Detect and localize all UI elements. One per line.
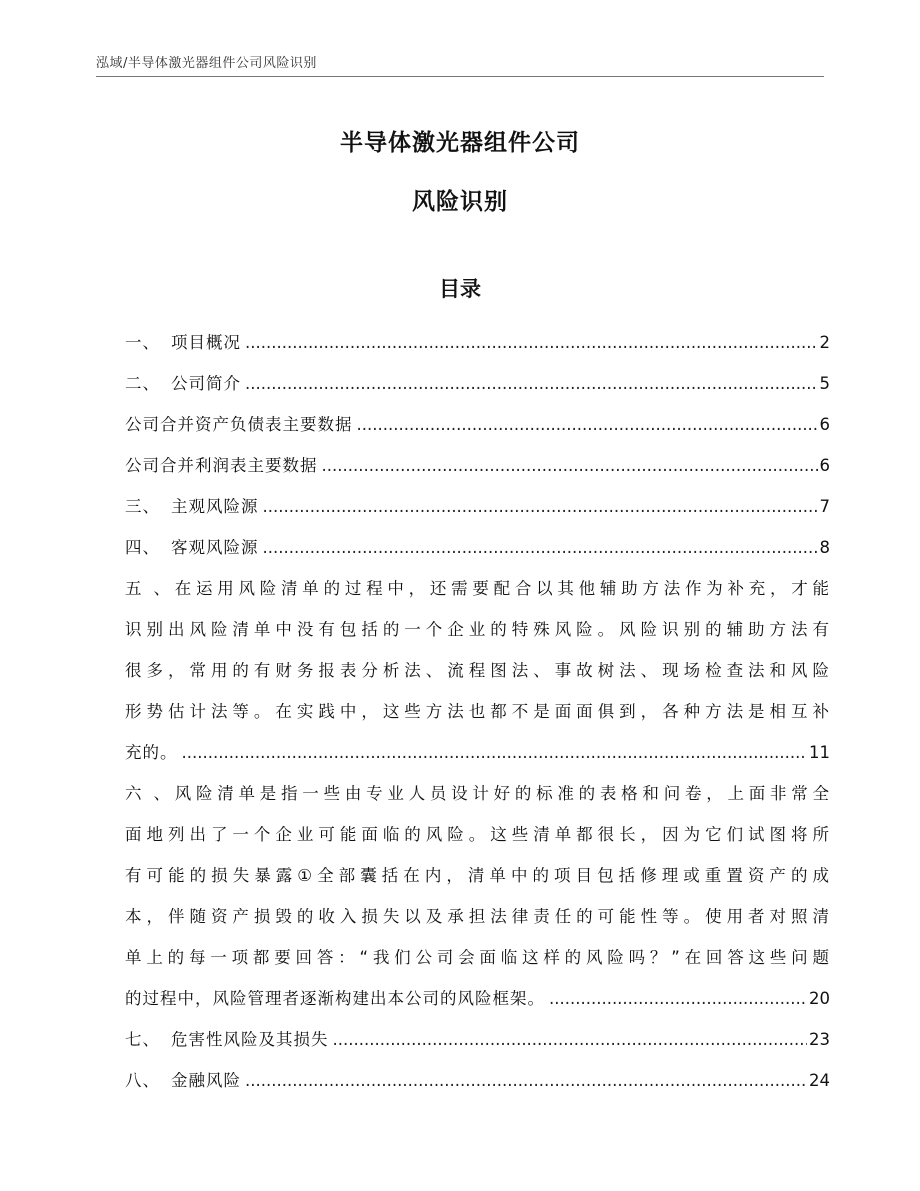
toc-entry-text-line: 五、在运用风险清单的过程中，还需要配合以其他辅助方法作为补充，才能 (125, 568, 830, 609)
toc-entry-objective-risk[interactable] (125, 527, 830, 568)
toc-entry-number: 二、 (125, 374, 160, 393)
toc-entry-number: 六、 (125, 784, 171, 803)
document-subtitle: 风险识别 (412, 189, 508, 215)
running-header: 泓域/半导体激光器组件公司风险识别 (96, 56, 317, 71)
toc-entry-title: 公司合并利润表主要数据 (125, 456, 318, 475)
toc-leader-dots (549, 978, 807, 1019)
toc-entry-number: 八、 (125, 1071, 160, 1090)
toc-entry-text-line: 单上的每一项都要回答：“我们公司会面临这样的风险吗？”在回答这些问题 (125, 948, 830, 967)
toc-entry-title: 公司简介 (171, 374, 241, 393)
toc-page-number: 5 (819, 374, 830, 393)
toc-leader-dots (263, 527, 818, 568)
toc-page-number: 23 (809, 1030, 830, 1049)
toc-entry-risk-list-definition[interactable] (125, 773, 830, 1019)
toc-entry-text-line: 有可能的损失暴露①全部囊括在内，清单中的项目包括修理或重置资产的成 (125, 866, 830, 885)
toc-entry-text-line: 充的。 (125, 743, 178, 762)
toc-page-number: 20 (809, 989, 830, 1008)
toc-entry-number: 四、 (125, 538, 160, 557)
toc-leader-dots (357, 404, 818, 445)
toc-entry-income-statement[interactable] (125, 445, 830, 486)
toc-entry-title: 项目概况 (171, 333, 241, 352)
toc-page-number: 6 (819, 456, 830, 475)
toc-heading: 目录 (439, 277, 481, 301)
toc-entry-company-intro[interactable] (125, 363, 830, 404)
document-title: 半导体激光器组件公司 (340, 130, 580, 156)
toc-entry-title: 主观风险源 (171, 497, 259, 516)
toc-entry-project-overview[interactable] (125, 322, 830, 363)
toc-entry-title: 公司合并资产负债表主要数据 (125, 415, 353, 434)
toc-leader-dots (245, 322, 818, 363)
toc-page-number: 11 (809, 743, 830, 762)
toc-entry-text-line: 的过程中，风险管理者逐渐构建出本公司的风险框架。 (125, 989, 545, 1008)
toc-entry-title: 金融风险 (171, 1071, 241, 1090)
toc-leader-dots (263, 486, 818, 527)
toc-page-number: 24 (809, 1071, 830, 1090)
toc-entry-text-line: 本，伴随资产损毁的收入损失以及承担法律责任的可能性等。使用者对照清 (125, 907, 830, 926)
toc-entry-text-line: 形势估计法等。在实践中，这些方法也都不是面面俱到，各种方法是相互补 (125, 702, 830, 721)
toc-entry-title: 危害性风险及其损失 (171, 1030, 329, 1049)
toc-entry-number: 七、 (125, 1030, 160, 1049)
toc-entry-number: 三、 (125, 497, 160, 516)
toc-entry-risk-list-auxiliary[interactable] (125, 568, 830, 773)
toc-leader-dots (245, 363, 818, 404)
toc-leader-dots (182, 732, 808, 773)
toc-entry-number: 五、 (125, 579, 171, 598)
toc-entry-text-line: 识别出风险清单中没有包括的一个企业的特殊风险。风险识别的辅助方法有 (125, 620, 830, 639)
toc-leader-dots (333, 1019, 808, 1060)
toc-entry-text-line: 很多，常用的有财务报表分析法、流程图法、事故树法、现场检查法和风险 (125, 661, 830, 680)
toc-page-number: 8 (819, 538, 830, 557)
toc-entry-title: 客观风险源 (171, 538, 259, 557)
toc-page-number: 7 (819, 497, 830, 516)
table-of-contents (125, 322, 830, 1101)
toc-entry-number: 一、 (125, 333, 160, 352)
toc-leader-dots (322, 445, 818, 486)
toc-entry-financial-risk[interactable] (125, 1060, 830, 1101)
toc-entry-text-line: 面地列出了一个企业可能面临的风险。这些清单都很长，因为它们试图将所 (125, 825, 830, 844)
toc-entry-subjective-risk[interactable] (125, 486, 830, 527)
toc-leader-dots (245, 1060, 807, 1101)
toc-page-number: 6 (819, 415, 830, 434)
toc-entry-hazard-risk[interactable] (125, 1019, 830, 1060)
toc-entry-balance-sheet[interactable] (125, 404, 830, 445)
toc-entry-text-line: 六、风险清单是指一些由专业人员设计好的标准的表格和问卷，上面非常全 (125, 773, 830, 814)
header-divider (96, 76, 824, 77)
toc-page-number: 2 (819, 333, 830, 352)
